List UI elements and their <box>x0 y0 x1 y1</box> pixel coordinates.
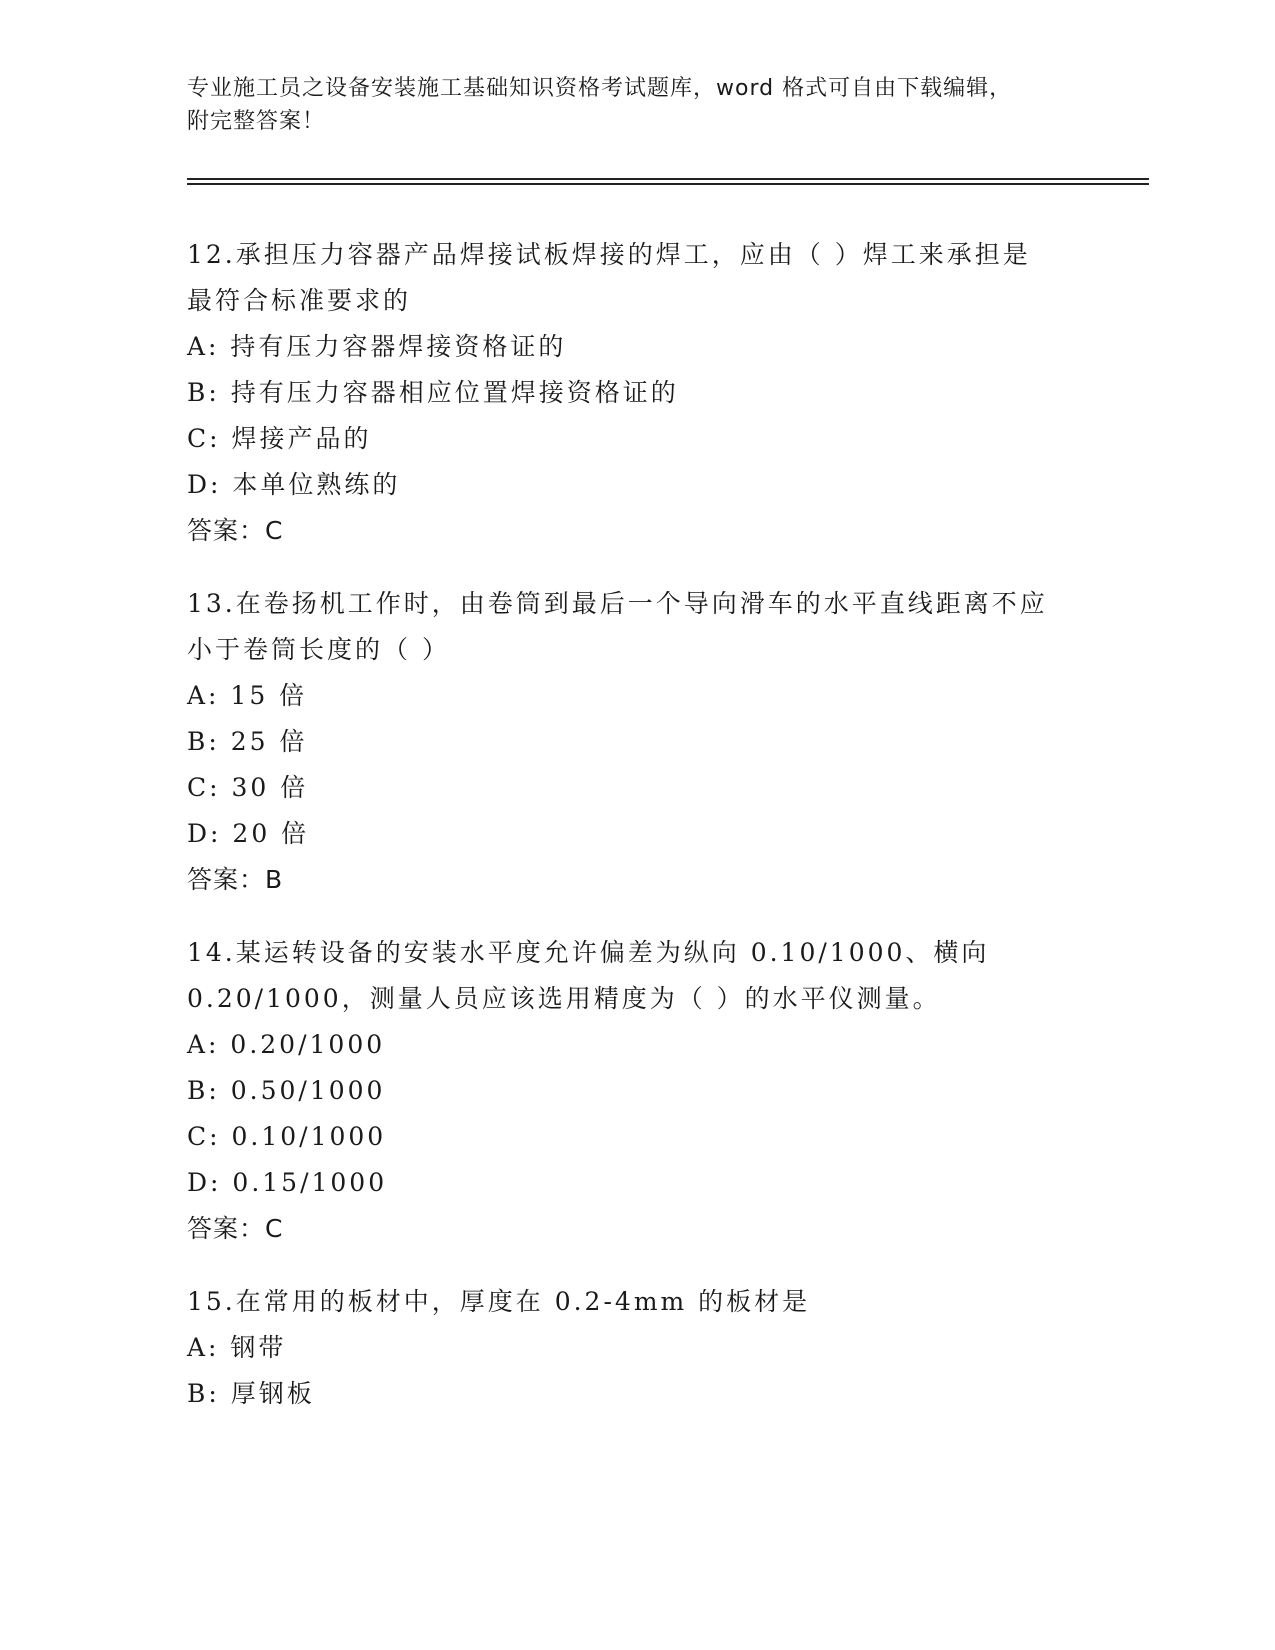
header-divider-top <box>187 178 1149 180</box>
question-text: 12.承担压力容器产品焊接试板焊接的焊工，应由（ ）焊工来承担是 <box>187 240 1031 269</box>
option-b: B: 25 倍 <box>187 727 308 756</box>
answer: 答案：C <box>187 516 284 545</box>
question-12 <box>187 232 1087 554</box>
option-d: D: 20 倍 <box>187 819 310 848</box>
option-d: D: 本单位熟练的 <box>187 470 401 499</box>
question-13 <box>187 581 1087 903</box>
answer: 答案：C <box>187 1214 284 1243</box>
question-text-continued: 0.20/1000，测量人员应该选用精度为（ ）的水平仪测量。 <box>187 984 941 1013</box>
option-c: C: 焊接产品的 <box>187 424 372 453</box>
question-text: 14.某运转设备的安装水平度允许偏差为纵向 0.10/1000、横向 <box>187 938 990 967</box>
option-b: B: 厚钢板 <box>187 1379 315 1408</box>
question-14 <box>187 930 1087 1252</box>
option-b: B: 0.50/1000 <box>187 1076 386 1105</box>
option-d: D: 0.15/1000 <box>187 1168 388 1197</box>
question-text-continued: 最符合标准要求的 <box>187 286 412 315</box>
option-b: B: 持有压力容器相应位置焊接资格证的 <box>187 378 679 407</box>
question-list <box>187 232 1087 1444</box>
option-c: C: 30 倍 <box>187 773 309 802</box>
option-a: A: 持有压力容器焊接资格证的 <box>187 332 567 361</box>
option-a: A: 0.20/1000 <box>187 1030 386 1059</box>
header-line-1: 专业施工员之设备安装施工基础知识资格考试题库，word 格式可自由下载编辑， <box>187 76 1013 101</box>
header-divider-bottom <box>187 183 1149 185</box>
question-text-continued: 小于卷筒长度的（ ） <box>187 635 450 664</box>
question-text: 15.在常用的板材中，厚度在 0.2-4mm 的板材是 <box>187 1287 811 1316</box>
question-text: 13.在卷扬机工作时，由卷筒到最后一个导向滑车的水平直线距离不应 <box>187 589 1048 618</box>
question-15 <box>187 1279 1087 1417</box>
option-a: A: 15 倍 <box>187 681 308 710</box>
option-c: C: 0.10/1000 <box>187 1122 387 1151</box>
header-line-2: 附完整答案！ <box>187 109 326 134</box>
option-a: A: 钢带 <box>187 1333 287 1362</box>
document-header <box>187 72 1067 138</box>
answer: 答案：B <box>187 865 284 894</box>
